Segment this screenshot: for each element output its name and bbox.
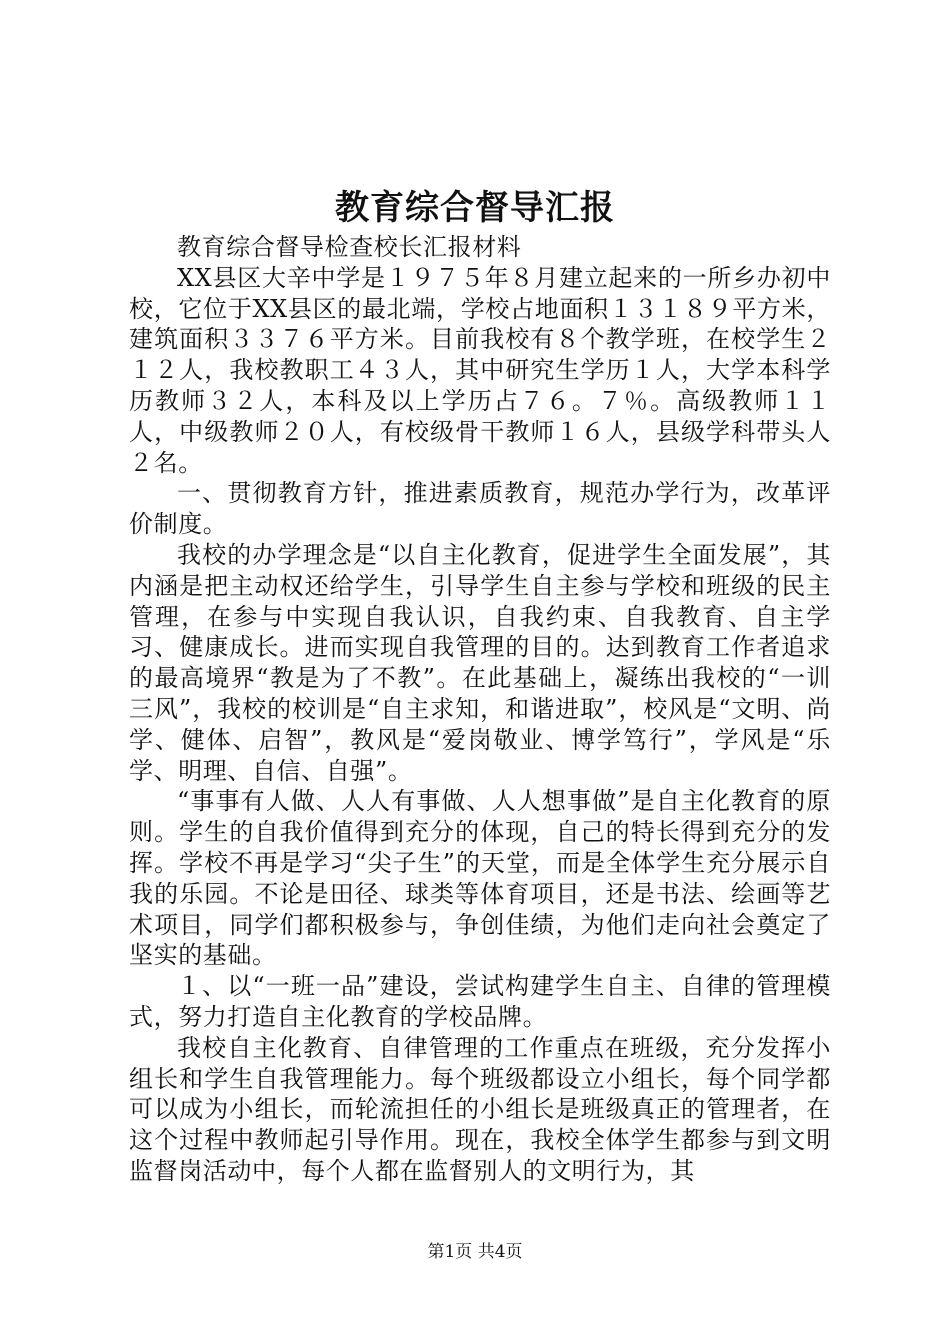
paragraph-school-intro: XX县区大辛中学是１９７５年８月建立起来的一所乡办初中校，它位于XX县区的最北端，学校占地面积１３１８９平方米，建筑面积３３７６平方米。目前我校有８个教学班，在校学生２１２人，我校教职工４３人，其中研究生学历１人，大学本科学历教师３２人，本科及以上学历占７６。７％。高级教师１１人，中级教师２０人，有校级骨干教师１６人，县级学科带头人２名。: [129, 263, 831, 477]
paragraph-subtitle: 教育综合督导检查校长汇报材料: [177, 233, 522, 261]
paragraph-section-heading: 一、贯彻教育方针，推进素质教育，规范办学行为，改革评价制度。: [129, 479, 831, 539]
document-title: 教育综合督导汇报: [335, 188, 615, 228]
document-body: [129, 232, 831, 1187]
paragraph-subheading-1: １、以“一班一品”建设，尝试构建学生自主、自律的管理模式，努力打造自主化教育的学校品牌。: [129, 972, 831, 1031]
paragraph-philosophy: 我校的办学理念是“以自主化教育，促进学生全面发展”，其内涵是把主动权还给学生，引导学生自主参与学校和班级的民主管理，在参与中实现自我认识，自我约束、自我教育、自主学习、健康成长。进而实现自我管理的目的。达到教育工作者追求的最高境界“教是为了不教”。在此基础上，凝练出我校的“一训三风”，我校的校训是“自主求知，和谐进取”，校风是“文明、尚学、健体、启智”，教风是“爱岗敬业、博学笃行”，学风是“乐学、明理、自信、自强”。: [129, 540, 831, 785]
page-footer: 第1页 共4页: [427, 1242, 523, 1262]
paragraph-principles: “事事有人做、人人有事做、人人想事做”是自主化教育的原则。学生的自我价值得到充分的体现，自己的特长得到充分的发挥。学校不再是学习“尖子生”的天堂，而是全体学生充分展示自我的乐园。不论是田径、球类等体育项目，还是书法、绘画等艺术项目，同学们都积极参与，争创佳绩，为他们走向社会奠定了坚实的基础。: [129, 787, 831, 970]
paragraph-class-management: 我校自主化教育、自律管理的工作重点在班级，充分发挥小组长和学生自我管理能力。每个班级都设立小组长，每个同学都可以成为小组长，而轮流担任的小组长是班级真正的管理者，在这个过程中教师起引导作用。现在，我校全体学生都参与到文明监督岗活动中，每个人都在监督别人的文明行为，其: [129, 1033, 831, 1185]
